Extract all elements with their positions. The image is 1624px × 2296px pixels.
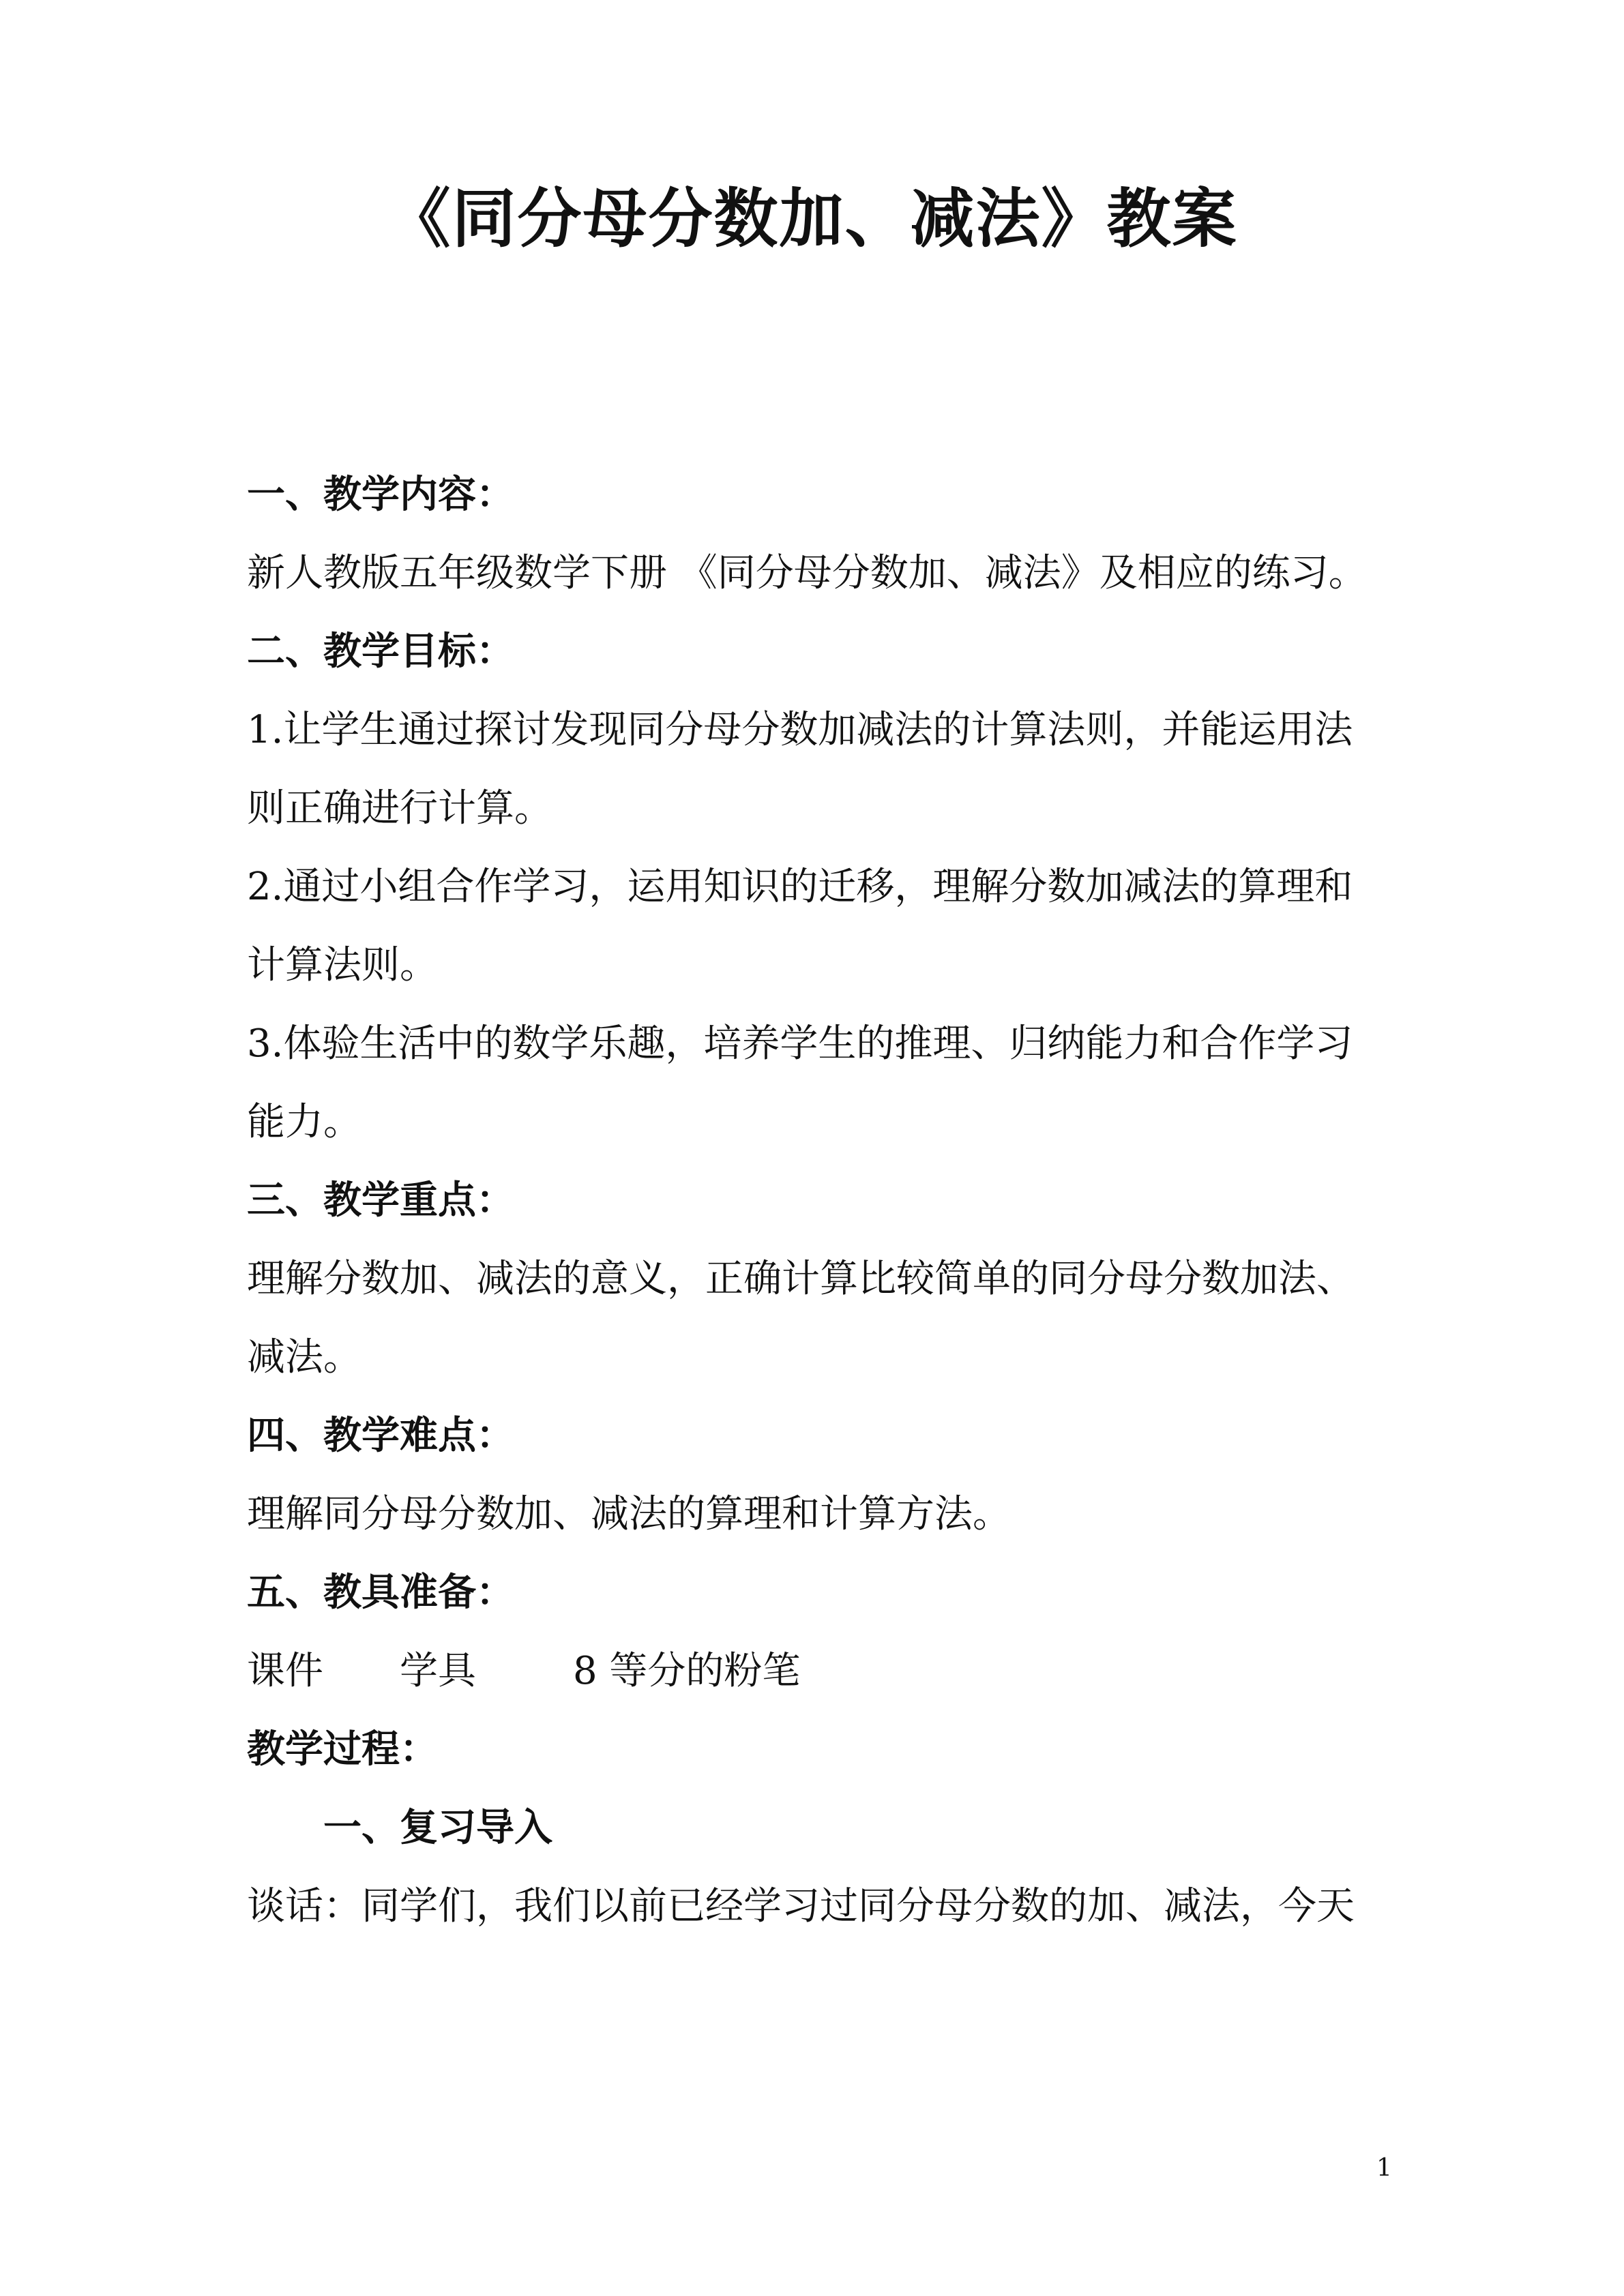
section-heading-tools: 五、教具准备： bbox=[247, 1570, 514, 1615]
goal-3-line-2: 能力。 bbox=[247, 1100, 361, 1144]
goal-1-line-1: 1.让学生通过探讨发现同分母分数加减法的计算法则，并能运用法 bbox=[247, 708, 1353, 752]
difficulties-text: 理解同分母分数加、减法的算理和计算方法。 bbox=[247, 1492, 1011, 1536]
tool-item: 课件 bbox=[247, 1649, 323, 1693]
page-number: 1 bbox=[1376, 2154, 1392, 2182]
section-heading-key-points: 三、教学重点： bbox=[247, 1178, 514, 1223]
goal-2-line-1: 2.通过小组合作学习，运用知识的迁移，理解分数加减法的算理和 bbox=[247, 865, 1353, 909]
goal-3-line-1: 3.体验生活中的数学乐趣，培养学生的推理、归纳能力和合作学习 bbox=[247, 1022, 1353, 1066]
tool-item: 8 等分的粉笔 bbox=[573, 1649, 801, 1693]
document-title: 《同分母分数加、减法》教案 bbox=[386, 182, 1238, 256]
content-text: 新人教版五年级数学下册 《同分母分数加、减法》及相应的练习。 bbox=[247, 551, 1367, 595]
goal-2-line-2: 计算法则。 bbox=[247, 943, 438, 987]
section-heading-difficulties: 四、教学难点： bbox=[247, 1414, 514, 1458]
goal-1-line-2: 则正确进行计算。 bbox=[247, 786, 552, 831]
key-points-line-1: 理解分数加、减法的意义，正确计算比较简单的同分母分数加法、 bbox=[247, 1257, 1355, 1301]
section-heading-content: 一、教学内容： bbox=[247, 473, 514, 517]
subheading-review: 一、复习导入 bbox=[323, 1806, 552, 1850]
key-points-line-2: 减法。 bbox=[247, 1335, 361, 1380]
tools-list bbox=[247, 1632, 1379, 1710]
talk-text: 谈话：同学们，我们以前已经学习过同分母分数的加、减法，今天 bbox=[247, 1884, 1355, 1928]
document-body bbox=[247, 456, 1379, 1945]
section-heading-goals: 二、教学目标： bbox=[247, 629, 514, 674]
tool-item: 学具 bbox=[400, 1649, 476, 1693]
section-heading-process: 教学过程： bbox=[247, 1727, 438, 1772]
